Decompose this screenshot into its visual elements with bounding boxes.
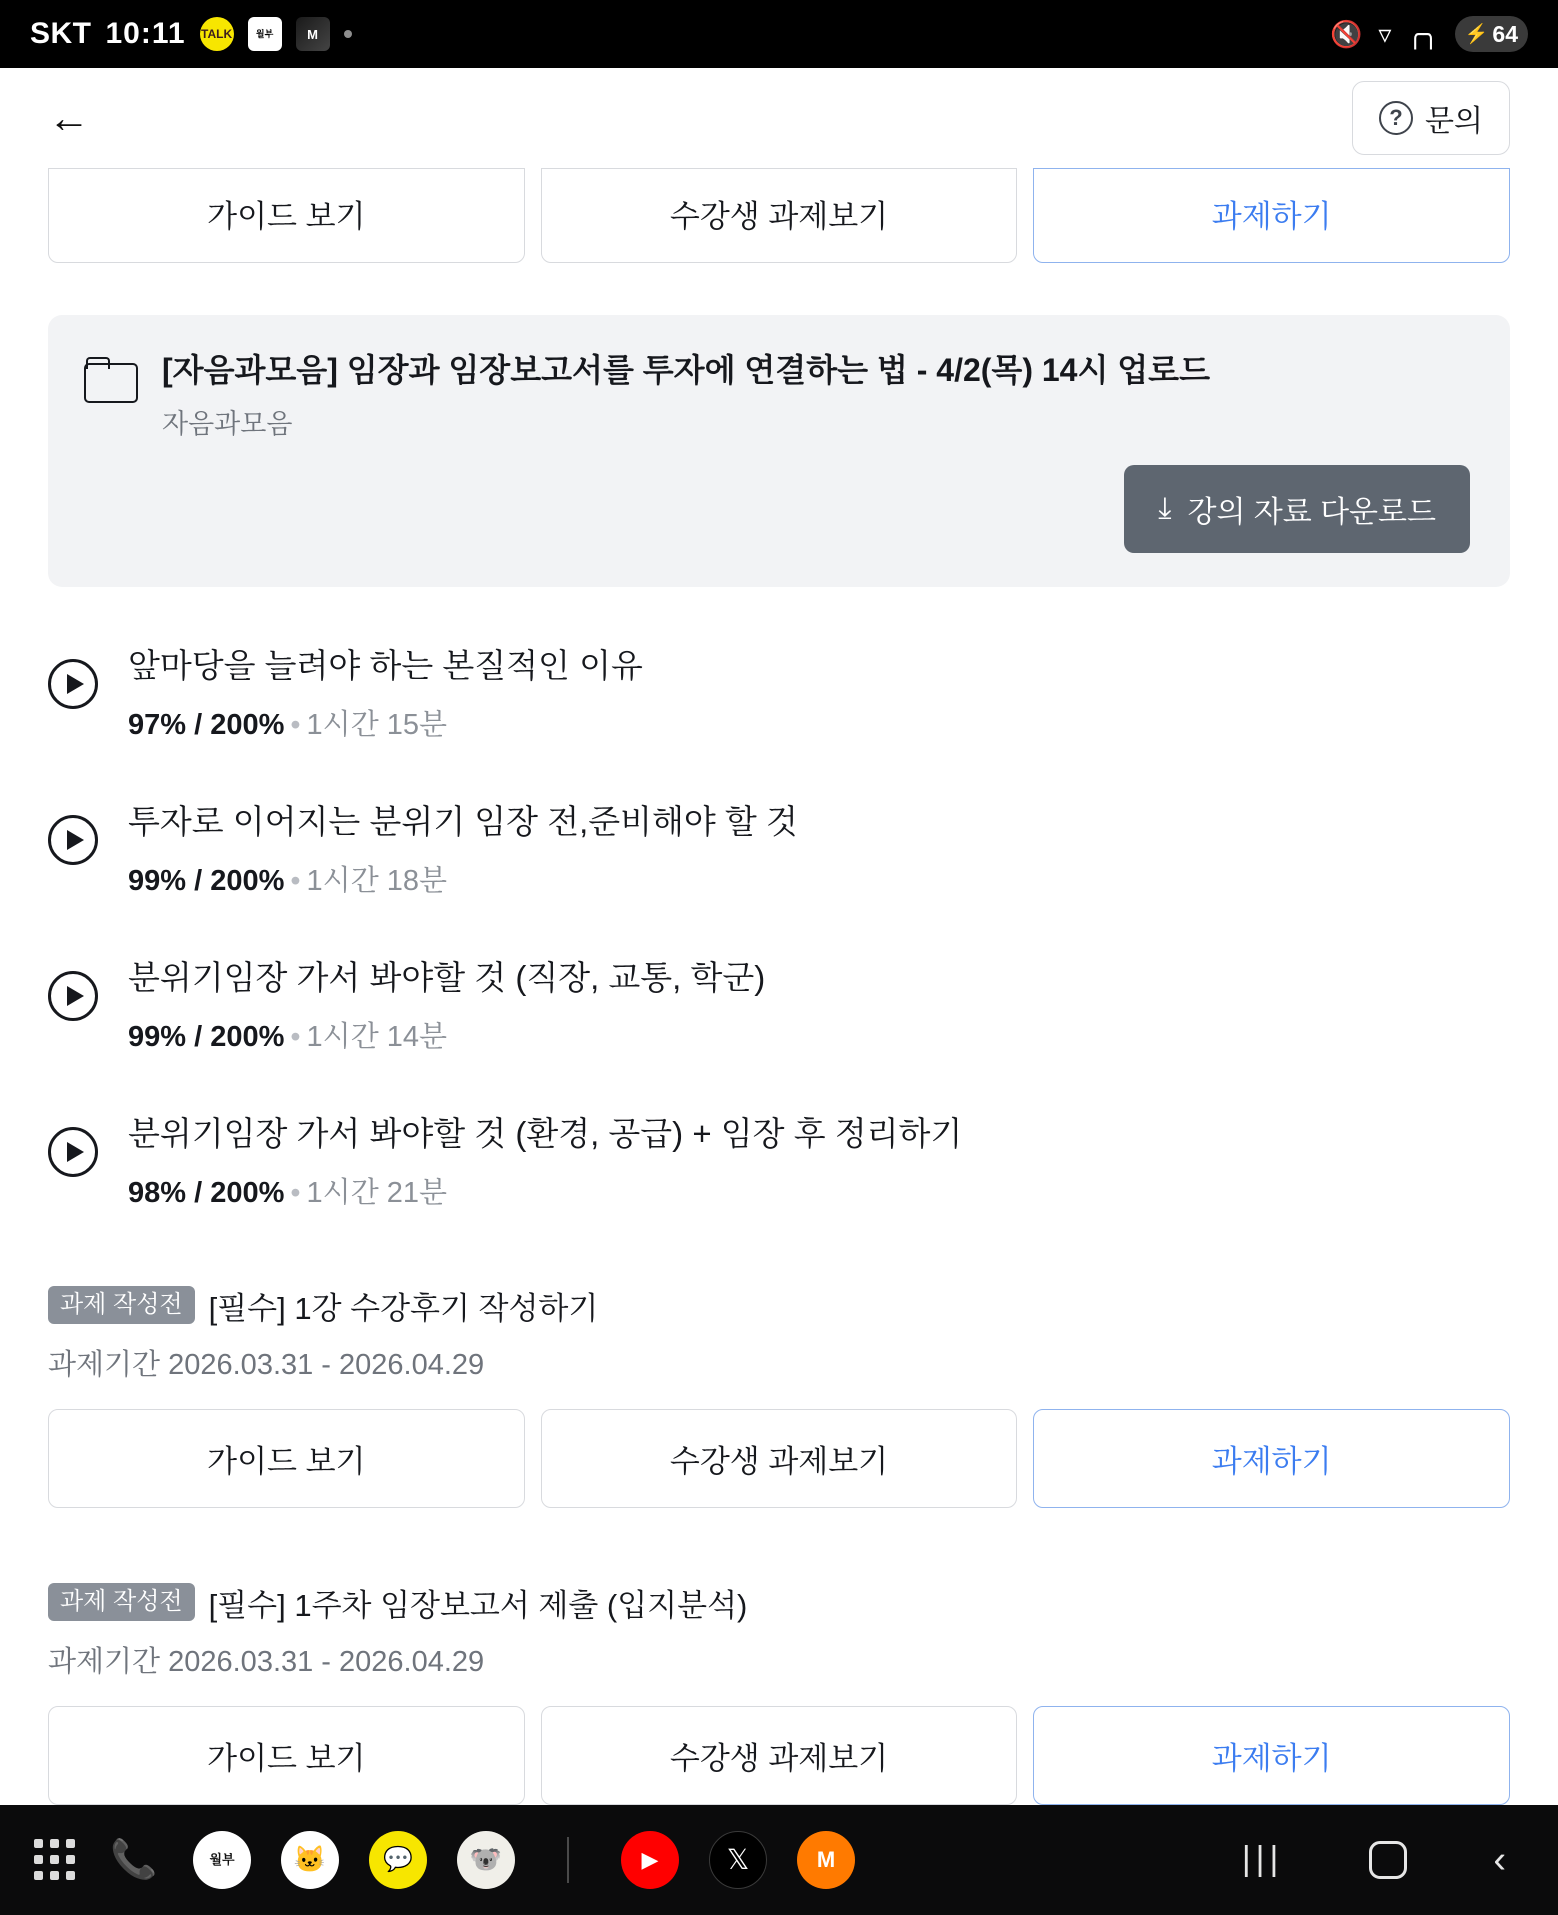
app-header	[0, 68, 1558, 168]
peer-assignments-button[interactable]: 수강생 과제보기	[541, 168, 1018, 263]
signal-icon: ╭╮	[1407, 19, 1439, 49]
list-item[interactable]	[48, 957, 1510, 1055]
lecture-title: 투자로 이어지는 분위기 임장 전,준비해야 할 것	[128, 803, 798, 841]
meta-separator: •	[290, 1020, 301, 1053]
recents-icon[interactable]: |||	[1241, 1840, 1284, 1879]
lecture-meta	[128, 858, 798, 899]
status-bar-right	[1330, 16, 1528, 52]
assignment-actions	[48, 1409, 1510, 1508]
lecture-duration: 1시간 14분	[306, 1020, 448, 1053]
lecture-meta	[128, 1170, 962, 1211]
richmonkey-icon: 월부	[248, 17, 282, 51]
mute-icon: 🔇	[1329, 19, 1363, 49]
play-circle-icon[interactable]	[48, 815, 98, 865]
play-circle-icon[interactable]	[48, 1127, 98, 1177]
system-buttons	[1242, 1840, 1524, 1879]
guide-button[interactable]: 가이드 보기	[48, 168, 525, 263]
phone-icon[interactable]: 📞	[110, 1838, 158, 1881]
mstock-icon: M	[296, 17, 330, 51]
inquiry-label: 문의	[1425, 105, 1483, 138]
assignment-title: [필수] 1강 수강후기 작성하기	[208, 1290, 599, 1326]
x-icon[interactable]: 𝕏	[709, 1831, 767, 1889]
peer-assignments-button[interactable]: 수강생 과제보기	[541, 1409, 1018, 1508]
lecture-meta	[128, 1014, 765, 1055]
app-drawer-icon[interactable]	[34, 1839, 75, 1880]
wifi-icon: ▿	[1378, 19, 1392, 49]
play-circle-icon[interactable]	[48, 659, 98, 709]
carrier-label: SKT	[30, 17, 92, 50]
list-item[interactable]	[48, 1113, 1510, 1211]
clock-label: 10:11	[105, 17, 186, 50]
status-badge: 과제 작성전	[48, 1583, 195, 1621]
status-bar	[0, 0, 1558, 68]
lecture-meta	[128, 702, 643, 743]
submit-assignment-button[interactable]: 과제하기	[1033, 168, 1510, 263]
lecture-duration: 1시간 18분	[306, 864, 448, 897]
lecture-progress: 99% / 200%	[128, 1020, 285, 1053]
assignment-period: 과제기간 2026.03.31 - 2026.04.29	[48, 1645, 485, 1678]
richmonkey-icon[interactable]: 월부	[193, 1831, 251, 1889]
meta-separator: •	[290, 709, 301, 742]
back-arrow-icon[interactable]: ←	[48, 94, 90, 141]
dock-divider	[567, 1837, 569, 1883]
dock-apps	[34, 1831, 855, 1889]
meta-separator: •	[290, 1176, 301, 1209]
status-bar-left	[30, 17, 352, 51]
lecture-progress: 98% / 200%	[128, 1176, 285, 1209]
peer-assignments-button[interactable]: 수강생 과제보기	[541, 1706, 1018, 1805]
kakaotalk-icon: TALK	[200, 17, 234, 51]
download-icon: ⤓	[1158, 492, 1172, 526]
download-label: 강의 자료 다운로드	[1187, 496, 1436, 530]
assignment-actions-top	[48, 168, 1510, 263]
meta-separator: •	[290, 864, 301, 897]
dot-icon	[344, 30, 352, 38]
lecture-progress: 97% / 200%	[128, 709, 285, 742]
back-icon[interactable]: ‹	[1493, 1838, 1506, 1881]
home-icon[interactable]	[1369, 1841, 1407, 1879]
lecture-title: 앞마당을 늘려야 하는 본질적인 이유	[128, 647, 643, 685]
mstock-icon[interactable]: M	[797, 1831, 855, 1889]
submit-assignment-button[interactable]: 과제하기	[1033, 1706, 1510, 1805]
lecture-material-card	[48, 315, 1510, 587]
guide-button[interactable]: 가이드 보기	[48, 1409, 525, 1508]
guide-button[interactable]: 가이드 보기	[48, 1706, 525, 1805]
assignment-item	[48, 1580, 1510, 1805]
status-badge: 과제 작성전	[48, 1286, 195, 1324]
battery-level: 64	[1492, 20, 1518, 47]
cat-icon[interactable]: 🐱	[281, 1831, 339, 1889]
assignment-item	[48, 1283, 1510, 1508]
play-circle-icon[interactable]	[48, 971, 98, 1021]
system-navigation-bar	[0, 1805, 1558, 1915]
scroll-content[interactable]	[0, 168, 1558, 1805]
battery-indicator	[1455, 16, 1528, 52]
submit-assignment-button[interactable]: 과제하기	[1033, 1409, 1510, 1508]
question-circle-icon: ?	[1379, 101, 1413, 135]
download-material-button[interactable]	[1124, 465, 1470, 553]
lecture-duration: 1시간 15분	[306, 709, 448, 742]
lecture-title: 분위기임장 가서 봐야할 것 (환경, 공급) + 임장 후 정리하기	[128, 1114, 963, 1152]
koala-icon[interactable]: 🐨	[457, 1831, 515, 1889]
lecture-title: 분위기임장 가서 봐야할 것 (직장, 교통, 학군)	[128, 958, 766, 996]
list-item[interactable]	[48, 801, 1510, 899]
material-subtitle: 자음과모음	[162, 409, 293, 440]
charging-icon: ⚡	[1464, 24, 1489, 45]
material-title: [자음과모음] 임장과 임장보고서를 투자에 연결하는 법 - 4/2(목) 14시 업로드	[162, 352, 1211, 388]
assignment-actions	[48, 1706, 1510, 1805]
lecture-duration: 1시간 21분	[306, 1176, 448, 1209]
kakaotalk-icon[interactable]: 💬	[369, 1831, 427, 1889]
assignment-title: [필수] 1주차 임장보고서 제출 (입지분석)	[208, 1587, 748, 1623]
lecture-progress: 99% / 200%	[128, 864, 285, 897]
list-item[interactable]	[48, 645, 1510, 743]
folder-icon	[84, 357, 136, 399]
youtube-icon[interactable]: ▶	[621, 1831, 679, 1889]
assignment-period: 과제기간 2026.03.31 - 2026.04.29	[48, 1348, 485, 1381]
inquiry-button[interactable]	[1352, 81, 1510, 155]
